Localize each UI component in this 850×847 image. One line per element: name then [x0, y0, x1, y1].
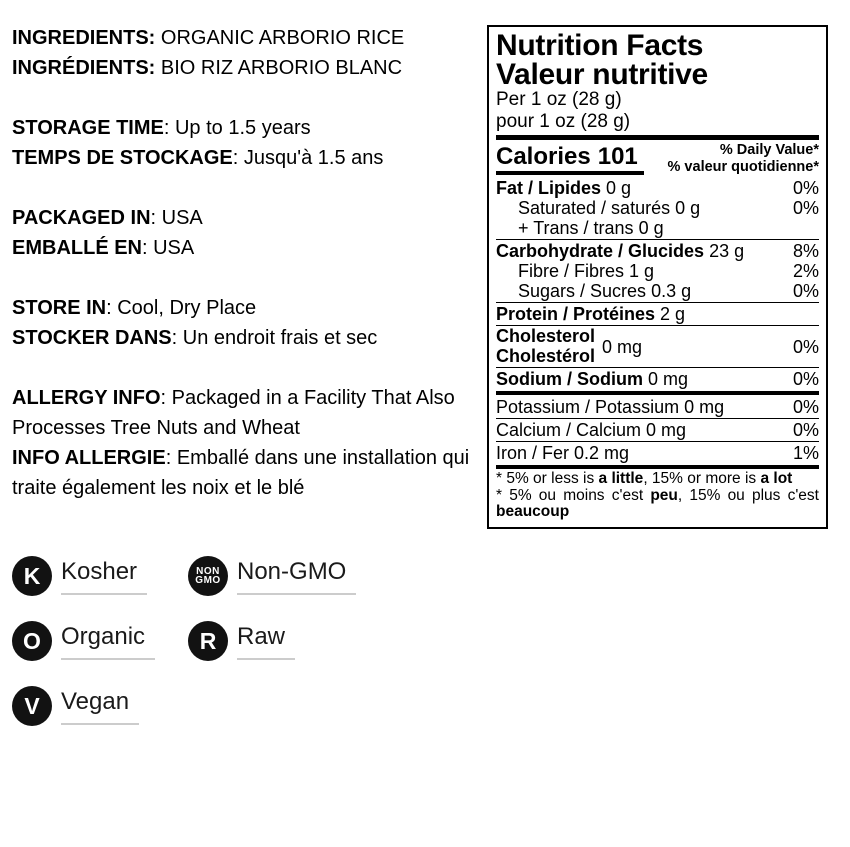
vegan-icon-letter: V: [24, 692, 40, 719]
vegan-icon: [12, 686, 52, 726]
footnote-text: a little: [598, 470, 644, 487]
nutrient-row-potassium: [496, 397, 819, 417]
nutrient-dv: 8%: [792, 241, 819, 261]
footnote-text: , 15% or more is: [643, 470, 761, 487]
storage-time-group: [12, 113, 480, 173]
badge-label-organic: Organic: [61, 625, 155, 660]
badge-raw: [188, 621, 448, 661]
certification-badges: [12, 556, 448, 726]
footnote-text: * 5% ou moins c'est: [496, 486, 651, 504]
badge-non-gmo: [188, 556, 448, 596]
nutrition-facts-title-fr: Valeur nutritive: [496, 58, 708, 91]
badge-label-raw: Raw: [237, 625, 295, 660]
nutrient-name: Iron / Fer: [496, 443, 570, 463]
nutrient-row-protein: [496, 304, 819, 324]
nutrient-amount: 0 mg: [648, 369, 689, 389]
nutrient-name: Carbohydrate / Glucides: [496, 241, 705, 261]
badge-label-kosher: Kosher: [61, 560, 147, 595]
organic-icon: [12, 621, 52, 661]
info-label: INGREDIENTS:: [12, 27, 156, 49]
nutrient-dv: 0%: [792, 397, 819, 417]
ingredients-group: [12, 23, 480, 83]
nutrient-name: Fibre / Fibres: [518, 261, 625, 281]
nutrient-row-calcium: [496, 420, 819, 440]
info-line-allergy-en: [12, 383, 480, 443]
nutrient-name: Fat / Lipides: [496, 178, 602, 198]
nutrient-row-iron: [496, 443, 819, 463]
nutrient-amount: 0 mg: [602, 336, 643, 357]
nutrient-dv: 0%: [792, 420, 819, 440]
footnote-text: peu: [650, 486, 678, 504]
nutrient-amount: 0 g: [638, 218, 664, 238]
info-line-storage-fr: [12, 143, 480, 173]
nutrient-row-fat: [496, 178, 819, 198]
info-value: : Emballé dans une installation qui traite également les noix et le blé: [12, 447, 470, 499]
nutrient-row-trans: [496, 218, 819, 238]
nutrient-amount: 1 g: [629, 261, 655, 281]
nutrition-facts-title-en: Nutrition Facts: [496, 29, 704, 62]
raw-icon-letter: R: [199, 627, 217, 654]
nutrient-name: Saturated / saturés: [518, 198, 671, 218]
info-label: TEMPS DE STOCKAGE: [12, 147, 233, 169]
info-line-packaged-en: [12, 203, 480, 233]
product-info-panel: [12, 23, 480, 533]
info-line-ingredients-en: [12, 23, 480, 53]
nutrient-dv: 2%: [792, 261, 819, 281]
footnote-text: , 15% ou plus c'est: [677, 486, 819, 504]
nutrient-amount: 23 g: [709, 241, 745, 261]
info-label: STORAGE TIME: [12, 117, 164, 139]
nutrient-name: Potassium / Potassium: [496, 397, 680, 417]
info-label: INFO ALLERGIE: [12, 447, 166, 469]
divider-thin: [496, 441, 819, 442]
divider-thin: [496, 239, 819, 240]
footnote-fr: [496, 488, 819, 521]
allergy-info-group: [12, 383, 480, 503]
info-value: : USA: [142, 237, 195, 259]
info-line-ingredients-fr: [12, 53, 480, 83]
info-label: STOCKER DANS: [12, 327, 172, 349]
footnote-text: a lot: [760, 470, 793, 487]
store-in-group: [12, 293, 480, 353]
info-line-packaged-fr: [12, 233, 480, 263]
non-gmo-icon-line1: NON: [196, 566, 220, 577]
badge-kosher: [12, 556, 188, 596]
kosher-icon: [12, 556, 52, 596]
raw-icon: [188, 621, 228, 661]
organic-icon-letter: O: [23, 627, 41, 654]
divider-thick: [496, 135, 819, 140]
info-label: EMBALLÉ EN: [12, 237, 142, 259]
serving-size-en: Per 1 oz (28 g): [496, 89, 622, 110]
nutrition-facts-panel: [487, 25, 828, 529]
calories-value: [496, 144, 644, 175]
info-value: : Cool, Dry Place: [106, 297, 257, 319]
info-label: INGRÉDIENTS:: [12, 57, 156, 79]
nutrient-row-sodium: [496, 369, 819, 389]
nutrient-row-sugars: [496, 281, 819, 301]
info-line-storage-en: [12, 113, 480, 143]
info-value: : Un endroit frais et sec: [171, 327, 378, 349]
daily-value-en: % Daily Value*: [719, 142, 819, 158]
nutrient-amount: 0 mg: [646, 420, 687, 440]
nutrient-dv: 1%: [792, 443, 819, 463]
badge-label-non-gmo: Non-GMO: [237, 560, 356, 595]
nutrient-name-fr: Cholestérol: [496, 345, 596, 366]
info-value: : Jusqu'à 1.5 ans: [232, 147, 384, 169]
nutrient-name: + Trans / trans: [518, 218, 634, 238]
info-label: ALLERGY INFO: [12, 387, 161, 409]
divider-thin: [496, 302, 819, 303]
footnote-en: [496, 471, 819, 488]
nutrient-dv: 0%: [792, 198, 819, 218]
info-value: : Up to 1.5 years: [163, 117, 311, 139]
info-line-store-fr: [12, 323, 480, 353]
nutrient-name: Sugars / Sucres: [518, 281, 647, 301]
nutrient-row-fibre: [496, 261, 819, 281]
badge-label-vegan: Vegan: [61, 690, 139, 725]
info-label: STORE IN: [12, 297, 107, 319]
nutrient-amount: 0 g: [675, 198, 701, 218]
info-value: BIO RIZ ARBORIO BLANC: [155, 57, 403, 79]
divider-thin: [496, 367, 819, 368]
daily-value-header: [668, 142, 819, 175]
nutrient-name: Sodium / Sodium: [496, 369, 643, 389]
nutrient-dv: 0%: [792, 336, 819, 357]
footnote-text: * 5% or less is: [496, 470, 599, 487]
badge-vegan: [12, 686, 188, 726]
nutrient-row-saturated: [496, 198, 819, 218]
divider-thick: [496, 391, 819, 395]
calories-number: 101: [597, 143, 638, 170]
nutrient-name: Calcium / Calcium: [496, 420, 642, 440]
nutrient-name-en: Cholesterol: [496, 326, 596, 346]
packaged-in-group: [12, 203, 480, 263]
kosher-icon-letter: K: [23, 562, 41, 589]
non-gmo-icon: [188, 556, 228, 596]
nutrient-amount: 2 g: [660, 304, 686, 324]
info-value: ORGANIC ARBORIO RICE: [155, 27, 405, 49]
daily-value-fr: % valeur quotidienne*: [667, 158, 819, 175]
info-value: : USA: [150, 207, 203, 229]
calories-row: [496, 142, 819, 175]
nutrient-amount: 0 mg: [684, 397, 725, 417]
nutrient-dv: 0%: [792, 369, 819, 389]
non-gmo-icon-line2: GMO: [195, 575, 221, 586]
nutrient-amount: 0 g: [606, 178, 632, 198]
nutrient-row-cholesterol: [496, 327, 819, 366]
calories-label: Calories: [496, 143, 591, 170]
divider-thick: [496, 465, 819, 469]
info-label: PACKAGED IN: [12, 207, 151, 229]
daily-value-footnote: [496, 471, 819, 521]
badge-organic: [12, 621, 188, 661]
info-line-store-en: [12, 293, 480, 323]
serving-size-fr: pour 1 oz (28 g): [496, 110, 631, 132]
info-value: : Packaged in a Facility That Also Processes Tree Nuts and Wheat: [12, 387, 455, 439]
nutrient-amount: 0.2 mg: [574, 443, 630, 463]
nutrient-dv: 0%: [792, 281, 819, 301]
footnote-text: beaucoup: [496, 503, 570, 520]
divider-thin: [496, 418, 819, 419]
nutrient-row-carbohydrate: [496, 241, 819, 261]
nutrient-dv: 0%: [792, 178, 819, 198]
info-line-allergy-fr: [12, 443, 480, 503]
nutrient-name: Protein / Protéines: [496, 304, 656, 324]
nutrient-amount: 0.3 g: [651, 281, 692, 301]
